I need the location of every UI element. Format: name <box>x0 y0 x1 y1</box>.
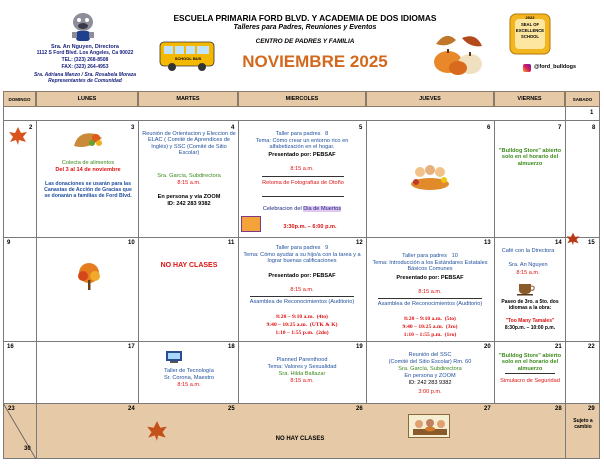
leaf-icon-14 <box>566 232 580 246</box>
day-header-friday: VIERNES <box>494 91 565 107</box>
assembly-12-slot-3: 1:10 – 1:55 p.m. (2do) <box>275 330 329 336</box>
community-reps: Sra. Adriana Manzo / Sra. Rosabela Moraza <box>33 72 137 78</box>
event-field-trip-time: 8:30p.m. – 10:00 p.m. <box>504 325 556 331</box>
date-28: 28 <box>555 406 562 412</box>
event-ssc-time: 3:00 p.m. <box>418 389 442 395</box>
no-school-thanksgiving: NO HAY CLASES <box>275 436 325 442</box>
event-tech-time: 8:15 a.m. <box>177 382 201 388</box>
date-1: 1 <box>590 110 594 116</box>
subject-to-change-note: Sujeto a cambio <box>573 418 593 430</box>
event-workshop-8-title: Taller para padres 8 <box>275 131 329 137</box>
date-14: 14 <box>555 240 562 246</box>
date-7: 7 <box>558 125 562 131</box>
event-awards-assembly-13: Asamblea de Reconocimientos (Auditorio) <box>377 301 483 307</box>
event-day-of-dead-time: 3:30p.m. – 6:00 p.m. <box>283 224 337 230</box>
date-18: 18 <box>228 344 235 350</box>
date-13: 13 <box>484 240 491 246</box>
cornucopia-icon <box>72 128 106 150</box>
date-3: 3 <box>131 125 135 131</box>
event-day-of-dead: Celebracion del Dia de Muertos <box>262 206 342 212</box>
no-school-11: NO HAY CLASES <box>160 262 218 269</box>
event-pp-topic: Tema: Valores y Sexualidad <box>267 364 337 370</box>
date-11: 11 <box>228 240 235 246</box>
event-workshop-10-time: 8:15 a.m. <box>418 289 442 295</box>
event-fall-photo-retake: Retoma de Fotografías de Otoño <box>262 180 344 186</box>
event-planned-parenthood: Planned Parenthood <box>276 357 328 363</box>
event-elac-ssc-meeting: Reunión de Orientacion y Eleccion de ELAC ( Comité de Aprendices de Inglés) y SSC (Comité de Sitio Escolar) <box>142 131 236 157</box>
event-workshop-9-presenter: Presentado por: PEBSAF <box>268 273 336 279</box>
week-5-row-divider-sun <box>36 403 37 459</box>
day-header-monday: LUNES <box>36 91 138 107</box>
date-30: 30 <box>24 446 31 452</box>
event-safety-drill: Simulacro de Seguridad <box>500 378 560 384</box>
day-header-tuesday: MARTES <box>138 91 238 107</box>
school-address: 1112 S Ford Blvd. Los Angeles, Ca 90022 <box>36 50 134 56</box>
school-title: ESCUELA PRIMARIA FORD BLVD. Y ACADEMIA DE DOS IDIOMAS <box>173 13 437 23</box>
coffee-cup-icon <box>516 280 536 296</box>
date-21: 21 <box>555 344 562 350</box>
event-field-trip-title: "Too Many Tamales" <box>505 318 555 324</box>
event-food-drive: Colecta de alimentos <box>61 160 115 166</box>
date-19: 19 <box>356 344 363 350</box>
event-tech-workshop: Taller de Tecnología <box>164 368 214 374</box>
date-26: 26 <box>356 406 363 412</box>
event-awards-assembly-12: Asamblea de Reconocimientos (Auditorio) <box>249 299 355 305</box>
subtitle-center: CENTRO DE PADRES Y FAMILIA <box>255 38 355 45</box>
event-bulldog-store-7: "Bulldog Store" abierto solo en el horario del almuerzo <box>498 148 562 167</box>
day-header-thursday: JUEVES <box>366 91 494 107</box>
assembly-12-slot-2: 9:40 – 10:25 a.m. (UTK & K) <box>266 322 338 328</box>
event-workshop-9-title: Taller para padres 9 <box>275 245 329 251</box>
seal-line3: SCHOOL <box>521 34 539 39</box>
event-ssc-meeting: Reunión del SSC <box>408 352 452 358</box>
date-17: 17 <box>128 344 135 350</box>
event-bulldog-store-21: "Bulldog Store" abierto solo en el horario del almuerzo <box>498 353 562 372</box>
date-16: 16 <box>7 344 14 350</box>
kids-autumn-icon <box>410 160 450 190</box>
date-2: 2 <box>29 125 33 131</box>
date-20: 20 <box>484 344 491 350</box>
event-workshop-8-topic: Tema: Cómo crear un entorno rico en alfabetización en el hogar. <box>255 138 349 151</box>
school-fax: FAX: (323) 264-4953 <box>61 64 109 70</box>
instagram-icon <box>523 64 531 72</box>
event-workshop-10-presenter: Presentado por: PEBSAF <box>396 275 464 281</box>
date-25: 25 <box>228 406 235 412</box>
community-reps-title: Representantes de Comunidad <box>48 78 122 84</box>
event-ssc-presenter: Sra. García, Subdirectora <box>398 366 462 372</box>
event-elac-time: 8:15 a.m. <box>177 180 201 186</box>
pumpkins-icon <box>426 30 490 78</box>
event-food-drive-desc: Las donaciones se usarán para las Canastas de Acción de Gracias que se donarán a familias de Ford Blvd. <box>44 181 132 200</box>
school-bus-label: SCHOOL BUS <box>174 56 202 61</box>
date-24: 24 <box>128 406 135 412</box>
principal-name: Sra. An Nguyen, Directora <box>51 44 119 50</box>
seal-line2: EXCELLENCE <box>515 28 545 33</box>
event-tech-presenter: Sr. Corona, Maestro <box>163 375 215 381</box>
event-coffee-time: 8:15 a.m. <box>516 270 540 276</box>
event-pp-time: 8:15 a.m. <box>290 378 314 384</box>
event-field-trip: Paseo de 3ro. a 5to. dos idiomas a la obra: <box>501 299 559 311</box>
event-pp-presenter: Sra. Hilda Baltazar <box>278 371 326 377</box>
date-29: 29 <box>588 406 595 412</box>
day-header-sunday: DOMINGO <box>3 91 36 107</box>
event-elac-format: En persona y vía ZOOM <box>157 194 221 200</box>
day-header-saturday: SABADO <box>565 91 600 107</box>
assembly-13-slot-3: 1:10 – 1:55 p.m. (1ro) <box>403 332 457 338</box>
week-5-row <box>3 403 600 459</box>
date-22: 22 <box>588 344 595 350</box>
assembly-12-slot-1: 8:20 – 9:10 a.m. (4to) <box>276 314 328 320</box>
date-9: 9 <box>7 240 11 246</box>
date-5: 5 <box>359 125 363 131</box>
date-12: 12 <box>356 240 363 246</box>
event-ssc-room: (Comité del Sitio Escolar) Rm. 60 <box>388 359 472 365</box>
month-title: NOVIEMBRE 2025 <box>242 52 388 71</box>
date-4: 4 <box>231 125 235 131</box>
event-workshop-8-presenter: Presentado por: PEBSAF <box>268 152 336 158</box>
event-elac-zoom-id: ID: 242 283 9382 <box>167 201 211 207</box>
seal-line1: SEAL OF <box>520 22 540 27</box>
date-10: 10 <box>128 240 135 246</box>
event-workshop-8-time: 8:15 a.m. <box>290 166 314 172</box>
event-ssc-format: En persona y ZOOM <box>404 373 456 379</box>
event-ssc-zoom-id: ID: 242 283 9382 <box>408 380 452 386</box>
leaves-icon-week5 <box>146 420 168 442</box>
day-of-dead-icon <box>241 216 261 232</box>
assembly-13-slot-2: 9:40 – 10:25 a.m. (3ro) <box>402 324 458 330</box>
event-workshop-10-topic: Tema: Introducción a los Estándares Estatales Básicos Comunes <box>372 260 488 273</box>
autumn-tree-icon <box>76 262 102 292</box>
instagram-handle: @ford_bulldogs <box>534 64 577 70</box>
subtitle-workshops: Talleres para Padres, Reuniones y Eventos <box>233 24 377 31</box>
date-6: 6 <box>487 125 491 131</box>
event-food-drive-dates: Del 3 al 14 de noviembre <box>55 167 121 173</box>
event-workshop-9-time: 8:15 a.m. <box>290 287 314 293</box>
date-23: 23 <box>8 406 15 412</box>
seal-year: 2022 <box>525 15 535 20</box>
event-coffee-host: Sra. An Nguyen <box>508 262 548 268</box>
autumn-leaf-icon <box>8 126 28 146</box>
day-header-wednesday: MIERCOLES <box>238 91 366 107</box>
event-coffee-with-principal: Café con la Directora <box>501 248 555 254</box>
assembly-13-slot-1: 8:20 – 9:10 a.m. (5to) <box>404 316 456 322</box>
thanksgiving-family-icon <box>408 414 450 438</box>
date-15: 15 <box>588 240 595 246</box>
event-workshop-10-title: Taller para padres 10 <box>402 253 458 259</box>
computer-icon <box>165 350 183 364</box>
bulldog-logo <box>68 10 98 42</box>
date-8: 8 <box>592 125 596 131</box>
event-elac-presenter: Sra. García, Subdirectora <box>157 173 221 179</box>
date-27: 27 <box>484 406 491 412</box>
school-phone: TEL: (323) 268-8508 <box>61 57 109 63</box>
event-workshop-9-topic: Tema: Cómo ayudar a su hijo/a con la tarea y a lograr buenas calificaciones <box>243 252 361 265</box>
